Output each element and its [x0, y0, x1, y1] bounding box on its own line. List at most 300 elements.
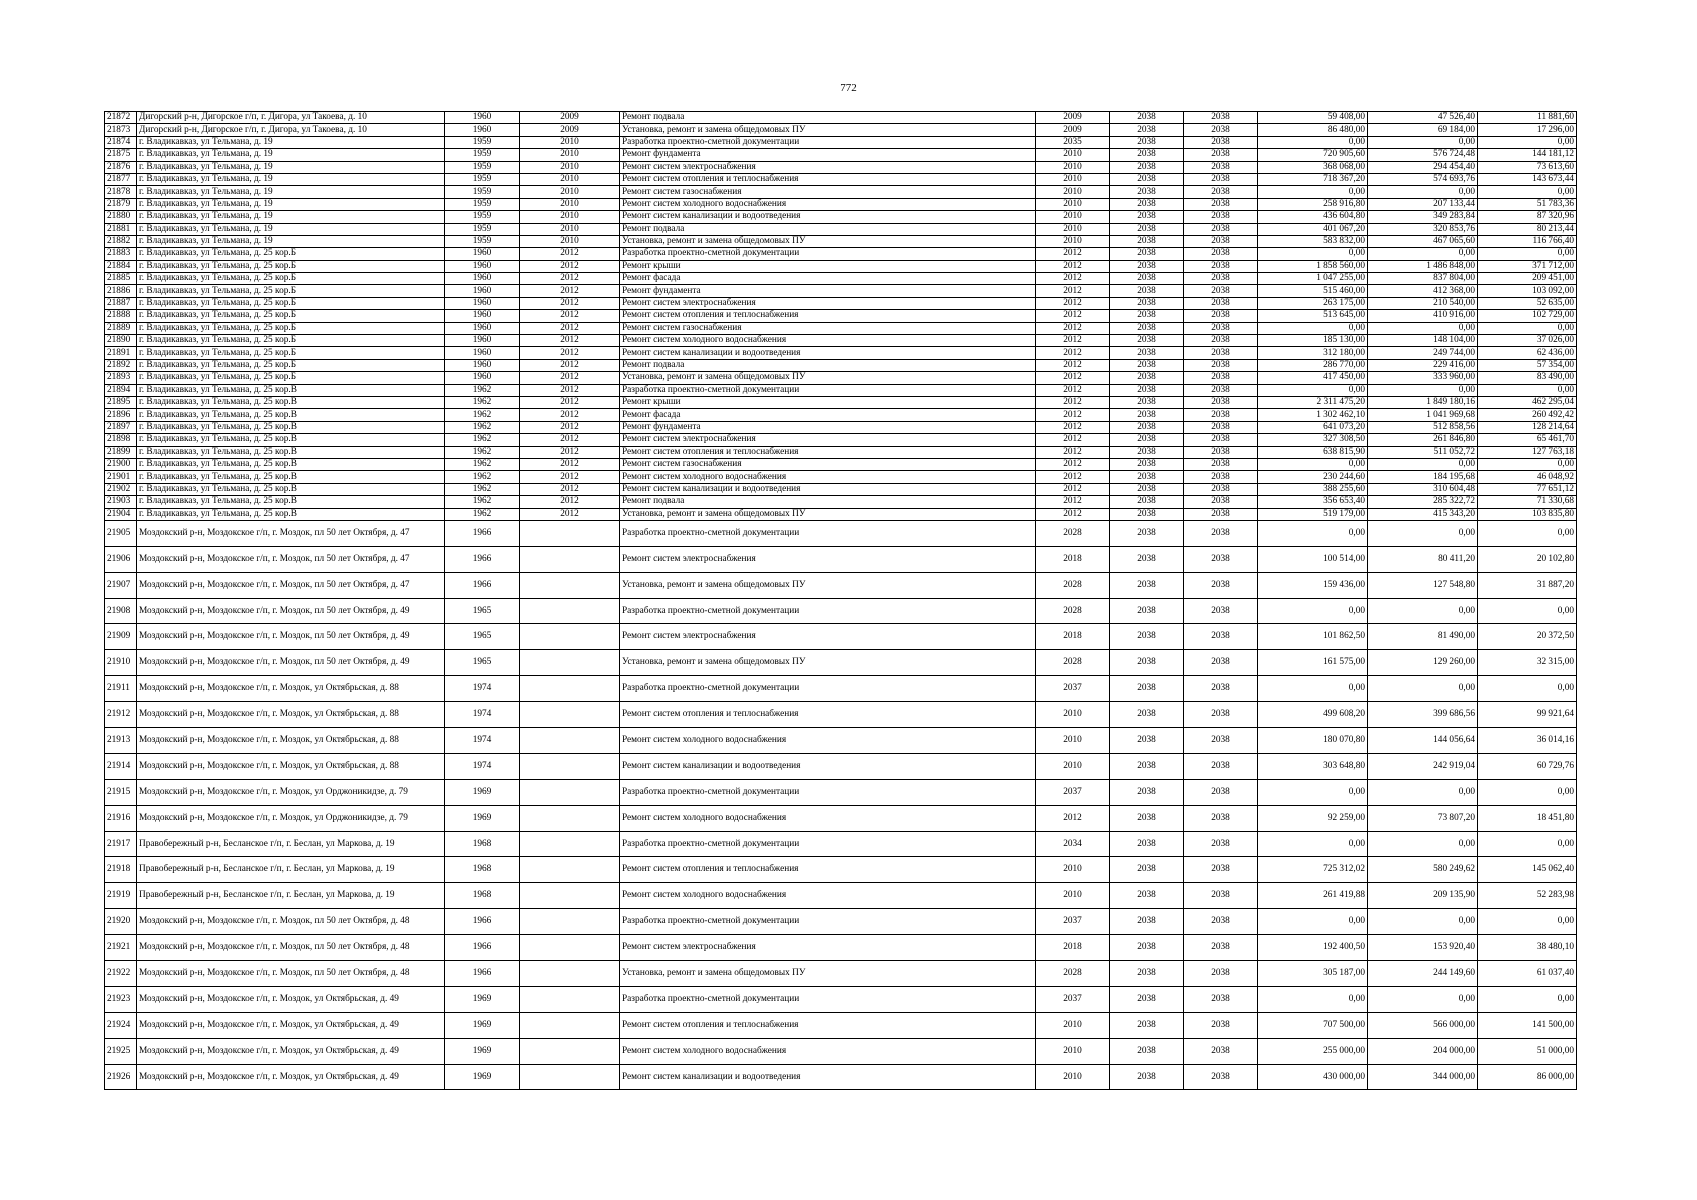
cell-row-number: 21893	[105, 372, 137, 384]
cell-owner-share: 20 102,80	[1478, 546, 1577, 572]
cell-planned-year: 2010	[1036, 161, 1110, 173]
cell-total-cost: 161 575,00	[1258, 650, 1368, 676]
cell-last-repair-year	[520, 883, 620, 909]
table-row	[105, 483, 1577, 495]
cell-year-to: 2038	[1184, 883, 1258, 909]
cell-total-cost: 258 916,80	[1258, 198, 1368, 210]
cell-row-number: 21892	[105, 359, 137, 371]
cell-build-year: 1965	[445, 598, 520, 624]
cell-year-from: 2038	[1110, 359, 1184, 371]
table-row	[105, 520, 1577, 546]
cell-row-number: 21879	[105, 198, 137, 210]
cell-planned-year: 2010	[1036, 198, 1110, 210]
cell-work-type: Ремонт систем отопления и теплоснабжения	[620, 446, 1036, 458]
cell-row-number: 21883	[105, 248, 137, 260]
table-row	[105, 909, 1577, 935]
cell-work-type: Ремонт крыши	[620, 396, 1036, 408]
cell-last-repair-year: 2012	[520, 335, 620, 347]
cell-last-repair-year: 2012	[520, 297, 620, 309]
cell-build-year: 1960	[445, 335, 520, 347]
cell-row-number: 21886	[105, 285, 137, 297]
cell-work-type: Ремонт систем холодного водоснабжения	[620, 198, 1036, 210]
cell-last-repair-year	[520, 753, 620, 779]
cell-fund-share: 229 416,00	[1368, 359, 1478, 371]
cell-address: Моздокский р-н, Моздокское г/п, г. Моздок, пл 50 лет Октября, д. 49	[137, 598, 445, 624]
cell-last-repair-year: 2010	[520, 211, 620, 223]
table-row	[105, 935, 1577, 961]
cell-build-year: 1965	[445, 650, 520, 676]
cell-fund-share: 209 135,90	[1368, 883, 1478, 909]
cell-total-cost: 86 480,00	[1258, 124, 1368, 136]
cell-owner-share: 36 014,16	[1478, 728, 1577, 754]
cell-owner-share: 0,00	[1478, 986, 1577, 1012]
cell-planned-year: 2012	[1036, 458, 1110, 470]
cell-owner-share: 46 048,92	[1478, 471, 1577, 483]
cell-owner-share: 86 000,00	[1478, 1064, 1577, 1090]
cell-build-year: 1959	[445, 149, 520, 161]
cell-work-type: Ремонт фасада	[620, 409, 1036, 421]
cell-work-type: Ремонт фундамента	[620, 149, 1036, 161]
cell-owner-share: 51 000,00	[1478, 1038, 1577, 1064]
cell-planned-year: 2037	[1036, 909, 1110, 935]
cell-year-to: 2038	[1184, 508, 1258, 520]
table-row	[105, 961, 1577, 987]
cell-address: Дигорский р-н, Дигорское г/п, г. Дигора, ул Такоева, д. 10	[137, 124, 445, 136]
cell-work-type: Разработка проектно-сметной документации	[620, 986, 1036, 1012]
cell-year-from: 2038	[1110, 857, 1184, 883]
cell-total-cost: 0,00	[1258, 598, 1368, 624]
cell-owner-share: 0,00	[1478, 186, 1577, 198]
cell-row-number: 21915	[105, 779, 137, 805]
cell-fund-share: 80 411,20	[1368, 546, 1478, 572]
cell-year-to: 2038	[1184, 520, 1258, 546]
cell-planned-year: 2012	[1036, 434, 1110, 446]
cell-planned-year: 2012	[1036, 285, 1110, 297]
cell-total-cost: 417 450,00	[1258, 372, 1368, 384]
cell-last-repair-year	[520, 624, 620, 650]
cell-last-repair-year	[520, 650, 620, 676]
cell-fund-share: 349 283,84	[1368, 211, 1478, 223]
cell-year-to: 2038	[1184, 805, 1258, 831]
cell-last-repair-year	[520, 676, 620, 702]
cell-total-cost: 192 400,50	[1258, 935, 1368, 961]
cell-planned-year: 2012	[1036, 273, 1110, 285]
cell-total-cost: 0,00	[1258, 520, 1368, 546]
cell-year-from: 2038	[1110, 446, 1184, 458]
cell-owner-share: 260 492,42	[1478, 409, 1577, 421]
cell-work-type: Ремонт систем холодного водоснабжения	[620, 471, 1036, 483]
cell-total-cost: 515 460,00	[1258, 285, 1368, 297]
cell-fund-share: 242 919,04	[1368, 753, 1478, 779]
table-row	[105, 496, 1577, 508]
cell-build-year: 1962	[445, 421, 520, 433]
cell-row-number: 21914	[105, 753, 137, 779]
cell-year-from: 2038	[1110, 211, 1184, 223]
cell-work-type: Ремонт систем канализации и водоотведения	[620, 483, 1036, 495]
cell-address: г. Владикавказ, ул Тельмана, д. 19	[137, 186, 445, 198]
cell-year-from: 2038	[1110, 173, 1184, 185]
cell-planned-year: 2037	[1036, 676, 1110, 702]
cell-address: г. Владикавказ, ул Тельмана, д. 19	[137, 161, 445, 173]
cell-row-number: 21895	[105, 396, 137, 408]
cell-row-number: 21913	[105, 728, 137, 754]
cell-year-from: 2038	[1110, 986, 1184, 1012]
cell-year-to: 2038	[1184, 322, 1258, 334]
table-row	[105, 753, 1577, 779]
table-row	[105, 384, 1577, 396]
cell-total-cost: 436 604,80	[1258, 211, 1368, 223]
cell-year-from: 2038	[1110, 347, 1184, 359]
cell-last-repair-year: 2010	[520, 198, 620, 210]
cell-row-number: 21881	[105, 223, 137, 235]
cell-last-repair-year	[520, 779, 620, 805]
cell-owner-share: 0,00	[1478, 909, 1577, 935]
cell-address: Моздокский р-н, Моздокское г/п, г. Моздок, пл 50 лет Октября, д. 47	[137, 546, 445, 572]
cell-last-repair-year: 2010	[520, 136, 620, 148]
cell-year-to: 2038	[1184, 624, 1258, 650]
cell-owner-share: 83 490,00	[1478, 372, 1577, 384]
cell-fund-share: 837 804,00	[1368, 273, 1478, 285]
cell-last-repair-year: 2012	[520, 260, 620, 272]
cell-last-repair-year: 2012	[520, 273, 620, 285]
cell-fund-share: 285 322,72	[1368, 496, 1478, 508]
cell-address: г. Владикавказ, ул Тельмана, д. 19	[137, 198, 445, 210]
cell-last-repair-year	[520, 702, 620, 728]
capital-repair-table	[104, 111, 1577, 1090]
cell-total-cost: 0,00	[1258, 909, 1368, 935]
cell-owner-share: 60 729,76	[1478, 753, 1577, 779]
cell-build-year: 1966	[445, 961, 520, 987]
table-row	[105, 173, 1577, 185]
table-row	[105, 322, 1577, 334]
cell-year-from: 2038	[1110, 805, 1184, 831]
cell-planned-year: 2010	[1036, 173, 1110, 185]
cell-owner-share: 71 330,68	[1478, 496, 1577, 508]
cell-fund-share: 320 853,76	[1368, 223, 1478, 235]
cell-year-from: 2038	[1110, 285, 1184, 297]
table-row	[105, 421, 1577, 433]
cell-build-year: 1959	[445, 186, 520, 198]
cell-year-to: 2038	[1184, 546, 1258, 572]
cell-owner-share: 52 635,00	[1478, 297, 1577, 309]
cell-build-year: 1959	[445, 198, 520, 210]
cell-year-from: 2038	[1110, 728, 1184, 754]
cell-row-number: 21911	[105, 676, 137, 702]
cell-year-from: 2038	[1110, 248, 1184, 260]
cell-total-cost: 0,00	[1258, 322, 1368, 334]
cell-year-to: 2038	[1184, 198, 1258, 210]
cell-fund-share: 0,00	[1368, 186, 1478, 198]
cell-planned-year: 2010	[1036, 235, 1110, 247]
cell-planned-year: 2010	[1036, 753, 1110, 779]
cell-build-year: 1959	[445, 235, 520, 247]
cell-owner-share: 77 651,12	[1478, 483, 1577, 495]
cell-total-cost: 230 244,60	[1258, 471, 1368, 483]
cell-planned-year: 2034	[1036, 831, 1110, 857]
cell-build-year: 1960	[445, 297, 520, 309]
cell-total-cost: 255 000,00	[1258, 1038, 1368, 1064]
table-row	[105, 446, 1577, 458]
cell-row-number: 21903	[105, 496, 137, 508]
table-row	[105, 508, 1577, 520]
cell-planned-year: 2037	[1036, 779, 1110, 805]
cell-row-number: 21916	[105, 805, 137, 831]
cell-last-repair-year	[520, 1064, 620, 1090]
cell-work-type: Ремонт систем холодного водоснабжения	[620, 805, 1036, 831]
cell-work-type: Разработка проектно-сметной документации	[620, 248, 1036, 260]
cell-row-number: 21921	[105, 935, 137, 961]
cell-address: Моздокский р-н, Моздокское г/п, г. Моздок, ул Октябрьская, д. 49	[137, 986, 445, 1012]
cell-total-cost: 101 862,50	[1258, 624, 1368, 650]
cell-year-from: 2038	[1110, 186, 1184, 198]
cell-fund-share: 1 041 969,68	[1368, 409, 1478, 421]
cell-build-year: 1960	[445, 347, 520, 359]
cell-work-type: Ремонт систем электроснабжения	[620, 624, 1036, 650]
cell-last-repair-year	[520, 728, 620, 754]
cell-fund-share: 210 540,00	[1368, 297, 1478, 309]
cell-address: г. Владикавказ, ул Тельмана, д. 19	[137, 223, 445, 235]
cell-address: г. Владикавказ, ул Тельмана, д. 25 кор.В	[137, 384, 445, 396]
cell-owner-share: 371 712,00	[1478, 260, 1577, 272]
cell-year-to: 2038	[1184, 384, 1258, 396]
cell-row-number: 21909	[105, 624, 137, 650]
cell-fund-share: 0,00	[1368, 248, 1478, 260]
cell-year-from: 2038	[1110, 702, 1184, 728]
table-row	[105, 136, 1577, 148]
cell-row-number: 21882	[105, 235, 137, 247]
cell-fund-share: 333 960,00	[1368, 372, 1478, 384]
cell-total-cost: 499 608,20	[1258, 702, 1368, 728]
cell-work-type: Ремонт систем холодного водоснабжения	[620, 1038, 1036, 1064]
cell-last-repair-year: 2010	[520, 173, 620, 185]
cell-build-year: 1974	[445, 702, 520, 728]
cell-last-repair-year: 2012	[520, 384, 620, 396]
cell-planned-year: 2012	[1036, 322, 1110, 334]
cell-build-year: 1959	[445, 223, 520, 235]
cell-total-cost: 0,00	[1258, 248, 1368, 260]
cell-row-number: 21877	[105, 173, 137, 185]
cell-fund-share: 399 686,56	[1368, 702, 1478, 728]
cell-row-number: 21907	[105, 572, 137, 598]
cell-last-repair-year: 2010	[520, 235, 620, 247]
cell-last-repair-year: 2009	[520, 124, 620, 136]
cell-build-year: 1959	[445, 211, 520, 223]
cell-build-year: 1974	[445, 728, 520, 754]
table-row	[105, 650, 1577, 676]
cell-row-number: 21874	[105, 136, 137, 148]
cell-address: г. Владикавказ, ул Тельмана, д. 25 кор.В	[137, 483, 445, 495]
cell-last-repair-year	[520, 1038, 620, 1064]
cell-total-cost: 92 259,00	[1258, 805, 1368, 831]
cell-planned-year: 2010	[1036, 702, 1110, 728]
cell-fund-share: 0,00	[1368, 384, 1478, 396]
cell-last-repair-year	[520, 598, 620, 624]
table-row	[105, 335, 1577, 347]
cell-planned-year: 2012	[1036, 372, 1110, 384]
table-row	[105, 211, 1577, 223]
cell-owner-share: 0,00	[1478, 676, 1577, 702]
cell-build-year: 1960	[445, 248, 520, 260]
cell-year-from: 2038	[1110, 322, 1184, 334]
cell-planned-year: 2012	[1036, 421, 1110, 433]
cell-year-from: 2038	[1110, 335, 1184, 347]
cell-address: г. Владикавказ, ул Тельмана, д. 25 кор.Б	[137, 260, 445, 272]
cell-work-type: Разработка проектно-сметной документации	[620, 909, 1036, 935]
cell-build-year: 1962	[445, 508, 520, 520]
cell-owner-share: 31 887,20	[1478, 572, 1577, 598]
cell-year-from: 2038	[1110, 235, 1184, 247]
cell-last-repair-year: 2012	[520, 496, 620, 508]
cell-owner-share: 65 461,70	[1478, 434, 1577, 446]
table-row	[105, 260, 1577, 272]
cell-address: г. Владикавказ, ул Тельмана, д. 19	[137, 149, 445, 161]
cell-fund-share: 0,00	[1368, 322, 1478, 334]
cell-total-cost: 303 648,80	[1258, 753, 1368, 779]
cell-row-number: 21891	[105, 347, 137, 359]
cell-owner-share: 62 436,00	[1478, 347, 1577, 359]
cell-year-from: 2038	[1110, 124, 1184, 136]
cell-owner-share: 0,00	[1478, 831, 1577, 857]
cell-address: г. Владикавказ, ул Тельмана, д. 25 кор.Б	[137, 297, 445, 309]
cell-address: Правобережный р-н, Бесланское г/п, г. Беслан, ул Маркова, д. 19	[137, 831, 445, 857]
cell-planned-year: 2012	[1036, 384, 1110, 396]
cell-owner-share: 61 037,40	[1478, 961, 1577, 987]
cell-fund-share: 0,00	[1368, 136, 1478, 148]
cell-owner-share: 52 283,98	[1478, 883, 1577, 909]
cell-planned-year: 2028	[1036, 572, 1110, 598]
cell-row-number: 21873	[105, 124, 137, 136]
cell-planned-year: 2028	[1036, 520, 1110, 546]
cell-total-cost: 0,00	[1258, 779, 1368, 805]
cell-year-to: 2038	[1184, 112, 1258, 124]
cell-total-cost: 0,00	[1258, 676, 1368, 702]
cell-total-cost: 0,00	[1258, 186, 1368, 198]
cell-address: Моздокский р-н, Моздокское г/п, г. Моздок, ул Октябрьская, д. 49	[137, 1038, 445, 1064]
cell-build-year: 1960	[445, 310, 520, 322]
cell-last-repair-year	[520, 805, 620, 831]
cell-fund-share: 249 744,00	[1368, 347, 1478, 359]
cell-last-repair-year: 2012	[520, 421, 620, 433]
cell-work-type: Ремонт систем электроснабжения	[620, 297, 1036, 309]
cell-build-year: 1960	[445, 273, 520, 285]
cell-address: Моздокский р-н, Моздокское г/п, г. Моздок, пл 50 лет Октября, д. 48	[137, 909, 445, 935]
cell-row-number: 21908	[105, 598, 137, 624]
cell-last-repair-year: 2010	[520, 161, 620, 173]
table-row	[105, 831, 1577, 857]
cell-work-type: Ремонт систем канализации и водоотведения	[620, 211, 1036, 223]
cell-work-type: Установка, ремонт и замена общедомовых ПУ	[620, 508, 1036, 520]
cell-last-repair-year: 2012	[520, 508, 620, 520]
cell-address: Моздокский р-н, Моздокское г/п, г. Моздок, пл 50 лет Октября, д. 49	[137, 650, 445, 676]
cell-last-repair-year	[520, 961, 620, 987]
cell-work-type: Ремонт систем отопления и теплоснабжения	[620, 857, 1036, 883]
cell-year-from: 2038	[1110, 483, 1184, 495]
cell-last-repair-year	[520, 1012, 620, 1038]
cell-fund-share: 576 724,48	[1368, 149, 1478, 161]
table-row	[105, 986, 1577, 1012]
cell-fund-share: 73 807,20	[1368, 805, 1478, 831]
cell-year-to: 2038	[1184, 273, 1258, 285]
cell-year-to: 2038	[1184, 1064, 1258, 1090]
cell-total-cost: 430 000,00	[1258, 1064, 1368, 1090]
cell-year-from: 2038	[1110, 471, 1184, 483]
cell-build-year: 1962	[445, 384, 520, 396]
cell-row-number: 21890	[105, 335, 137, 347]
cell-year-from: 2038	[1110, 961, 1184, 987]
table-row	[105, 149, 1577, 161]
cell-year-to: 2038	[1184, 310, 1258, 322]
cell-work-type: Установка, ремонт и замена общедомовых ПУ	[620, 372, 1036, 384]
cell-owner-share: 0,00	[1478, 136, 1577, 148]
cell-row-number: 21897	[105, 421, 137, 433]
cell-total-cost: 286 770,00	[1258, 359, 1368, 371]
cell-planned-year: 2010	[1036, 149, 1110, 161]
cell-address: Моздокский р-н, Моздокское г/п, г. Моздок, ул Орджоникидзе, д. 79	[137, 805, 445, 831]
cell-year-from: 2038	[1110, 598, 1184, 624]
cell-last-repair-year	[520, 986, 620, 1012]
cell-last-repair-year	[520, 831, 620, 857]
cell-planned-year: 2010	[1036, 211, 1110, 223]
cell-work-type: Ремонт систем электроснабжения	[620, 935, 1036, 961]
cell-total-cost: 638 815,90	[1258, 446, 1368, 458]
cell-build-year: 1969	[445, 1012, 520, 1038]
cell-planned-year: 2010	[1036, 223, 1110, 235]
cell-planned-year: 2012	[1036, 260, 1110, 272]
cell-address: Моздокский р-н, Моздокское г/п, г. Моздок, ул Октябрьская, д. 49	[137, 1012, 445, 1038]
cell-year-to: 2038	[1184, 779, 1258, 805]
cell-build-year: 1962	[445, 396, 520, 408]
cell-total-cost: 641 073,20	[1258, 421, 1368, 433]
cell-owner-share: 0,00	[1478, 384, 1577, 396]
cell-work-type: Ремонт подвала	[620, 112, 1036, 124]
cell-planned-year: 2012	[1036, 335, 1110, 347]
cell-year-to: 2038	[1184, 136, 1258, 148]
cell-build-year: 1959	[445, 136, 520, 148]
cell-fund-share: 129 260,00	[1368, 650, 1478, 676]
cell-owner-share: 103 835,80	[1478, 508, 1577, 520]
cell-planned-year: 2012	[1036, 409, 1110, 421]
cell-year-to: 2038	[1184, 335, 1258, 347]
cell-year-to: 2038	[1184, 1038, 1258, 1064]
cell-year-from: 2038	[1110, 297, 1184, 309]
cell-last-repair-year: 2009	[520, 112, 620, 124]
cell-row-number: 21894	[105, 384, 137, 396]
cell-build-year: 1974	[445, 753, 520, 779]
cell-row-number: 21885	[105, 273, 137, 285]
cell-total-cost: 0,00	[1258, 986, 1368, 1012]
table-row	[105, 347, 1577, 359]
cell-row-number: 21904	[105, 508, 137, 520]
cell-address: Моздокский р-н, Моздокское г/п, г. Моздок, пл 50 лет Октября, д. 47	[137, 520, 445, 546]
cell-planned-year: 2010	[1036, 728, 1110, 754]
cell-planned-year: 2012	[1036, 471, 1110, 483]
cell-address: Моздокский р-н, Моздокское г/п, г. Моздок, ул Октябрьская, д. 88	[137, 676, 445, 702]
cell-work-type: Ремонт систем канализации и водоотведения	[620, 753, 1036, 779]
cell-address: Правобережный р-н, Бесланское г/п, г. Беслан, ул Маркова, д. 19	[137, 883, 445, 909]
cell-planned-year: 2012	[1036, 396, 1110, 408]
cell-owner-share: 17 296,00	[1478, 124, 1577, 136]
cell-build-year: 1960	[445, 124, 520, 136]
cell-year-from: 2038	[1110, 260, 1184, 272]
cell-owner-share: 0,00	[1478, 322, 1577, 334]
cell-planned-year: 2009	[1036, 124, 1110, 136]
cell-row-number: 21905	[105, 520, 137, 546]
cell-work-type: Ремонт подвала	[620, 496, 1036, 508]
cell-build-year: 1959	[445, 161, 520, 173]
cell-year-to: 2038	[1184, 223, 1258, 235]
cell-work-type: Ремонт подвала	[620, 223, 1036, 235]
cell-fund-share: 184 195,68	[1368, 471, 1478, 483]
